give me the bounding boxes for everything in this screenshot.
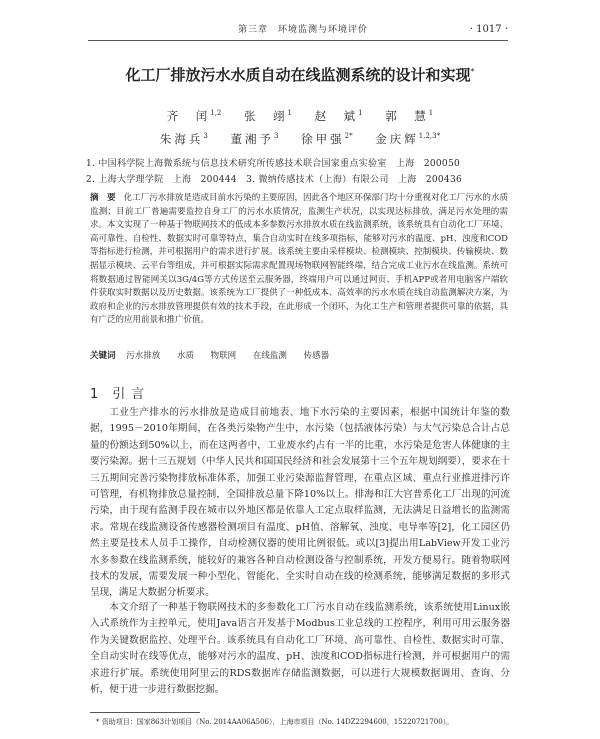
abstract-label: 摘 要	[90, 193, 116, 203]
author-name: 赵 斌	[314, 109, 359, 123]
section-heading-introduction	[90, 383, 150, 402]
author-name: 徐甲强	[301, 132, 345, 146]
running-header	[88, 22, 508, 41]
author-name: 齐 闰	[166, 109, 211, 123]
keyword: 物联网	[210, 351, 237, 361]
author-affiliation-mark: 1,2,3*	[418, 132, 441, 141]
author	[385, 109, 433, 123]
author-affiliation-mark: 1	[358, 109, 363, 118]
author-affiliation-mark: 1,2	[210, 109, 222, 118]
author	[231, 132, 279, 146]
author	[244, 109, 292, 123]
author-name: 金庆辉	[375, 132, 419, 146]
author-affiliation-mark: 2*	[344, 132, 353, 141]
page-number: · 1017 ·	[469, 24, 508, 35]
keyword: 在线监测	[252, 351, 287, 361]
affiliation-line-1: 1. 中国科学院上海微系统与信息技术研究所传感技术联合国家重点实验室 上海 200050	[86, 159, 461, 169]
funding-footnote: * 资助项目：国家863计划项目（No. 2014AA06A506），上海市项目（No. 14DZ2294600，15220721700）。	[96, 718, 454, 726]
section-title-text: 引言	[112, 387, 151, 402]
author	[375, 132, 440, 146]
abstract-text: 化工厂污水排放是造成目前水污染的主要原因，因此各个地区环保部门均十分重视对化工厂污水的水质监测；目前工厂普遍需要监控自身工厂的污水水质情况，监测生产状况，以实现达标排放，满足污水处理的需求。本文实现了一种基于物联网技术的低成本多参数污水排放水质在线监测系统，该系统具有自动化工厂环境、高可靠性、自检性、数据实时可靠等特点，集合自动实时在线多项指标，能够对污水的温度、pH、浊度和COD等指标进行检测，并可根据用户的需求进行扩展。该系统主要由采样模块、检测模块、控制模块、传输模块、数据显示模块、云平台等组成，并可根据实际需求配置现场物联网智能终端，结合完成工业污水在线监测。系统可将数据通过智能网关以3G/4G等方式传送至云服务器，终端用户可以通过网页、手机APP或者用电脑客户端软件获取实时数据以及历史数据。该系统为工厂提供了一种低成本、高效率的污水水质在线自动监测解决方案，为政府和企业的污水排放管理提供有效的技术手段，在此形成一个闭环，为化工生产和管理者提供可靠的依据，具有广泛的应用前景和推广价值。	[90, 193, 508, 326]
chapter-heading: 第三章 环境监测与环境评价	[238, 25, 369, 35]
author-name: 郭 慧	[385, 109, 429, 123]
author-name: 张 翊	[244, 109, 288, 123]
author	[160, 132, 208, 146]
affiliation-line-2: 2. 上海大学理学院 上海 200444 3. 微纳传感技术（上海）有限公司 上海 200436	[86, 175, 463, 185]
author-list-row-2	[90, 131, 510, 147]
author	[315, 109, 363, 123]
author-name: 朱海兵	[159, 132, 204, 146]
author-affiliation-mark: 1	[428, 109, 434, 118]
author-affiliation-mark: 3	[274, 132, 279, 141]
title-footnote-mark: *	[470, 67, 475, 76]
author	[167, 109, 222, 123]
author-affiliation-mark: 3	[203, 132, 208, 141]
intro-paragraph-2: 本文介绍了一种基于物联网技术的多参数化工厂污水自动在线监测系统，该系统使用Linux嵌入式系统作为主控单元，使用Java语言开发基于Modbus工业总线的工控程序，利用可用云服务器作为关键数据监控、处理平台。该系统具有自动化工厂环境、高可靠性、自检性、数据实时可靠、全自动实时在线等优点，能够对污水的温度、pH、浊度和COD指标进行检测，并可根据用户的需求进行扩展。系统使用阿里云的RDS数据库存储监测数据，可以进行大规模数据调用、查询、分析，便于进一步进行数据挖掘。	[90, 602, 510, 696]
abstract	[90, 192, 508, 328]
author	[301, 132, 352, 146]
keyword: 传感器	[303, 351, 330, 361]
footnote-divider	[90, 712, 200, 713]
author-list-row-1	[90, 108, 510, 124]
paper-title	[0, 64, 600, 85]
author-name: 董湘予	[230, 132, 275, 146]
paper-title-text: 化工厂排放污水水质自动在线监测系统的设计和实现	[125, 66, 471, 84]
keywords	[90, 350, 510, 363]
keyword: 水质	[176, 351, 194, 361]
keyword: 污水排放	[126, 351, 161, 361]
intro-paragraph-1: 工业生产排水的污水排放是造成目前地表、地下水污染的主要因素，根据中国统计年鉴的数据，1995－2010年期间，在各类污染物产生中，水污染（包括液体污染）与大气污染总合计占总量的份额达到50%以上，而在这两者中，工业废水约占有一半的比重，水污染是危害人体健康的主要污染源。据十三五规划（中华人民共和国国民经济和社会发展第十三个五年规划纲要），要求在十三五期间完善污染物排放标准体系，加强工业污染源监督管理，在重点区域、重点行业推进排污许可管理，有机物排放总量控制，全国排放总量下降10%以上。排海和江大宫普系化工厂出现的河流污染，由于现有监测手段在城市以外地区都是依靠人工定点取样监测，无法满足日益增长的监测需求。常规在线监测设备传感器检测项目有温度、pH值、溶解氧、浊度、电导率等[2]，化工园区仍然主要是技术人员手工操作，自动检测仪器的使用比例很低。或以[3]提出用LabView开发工业污水多参数在线监测系统，能较好的兼容各种自动检测设备与控制系统，开发方便易行。随着物联网技术的发展，需要发展一种小型化、智能化、全实时自动在线的检测系统，能够满足数据的多形式呈现，满足大数据分析要求。	[90, 407, 510, 599]
author-affiliation-mark: 1	[287, 109, 292, 118]
keywords-label: 关键词	[90, 351, 116, 361]
section-number: 1	[90, 387, 105, 402]
